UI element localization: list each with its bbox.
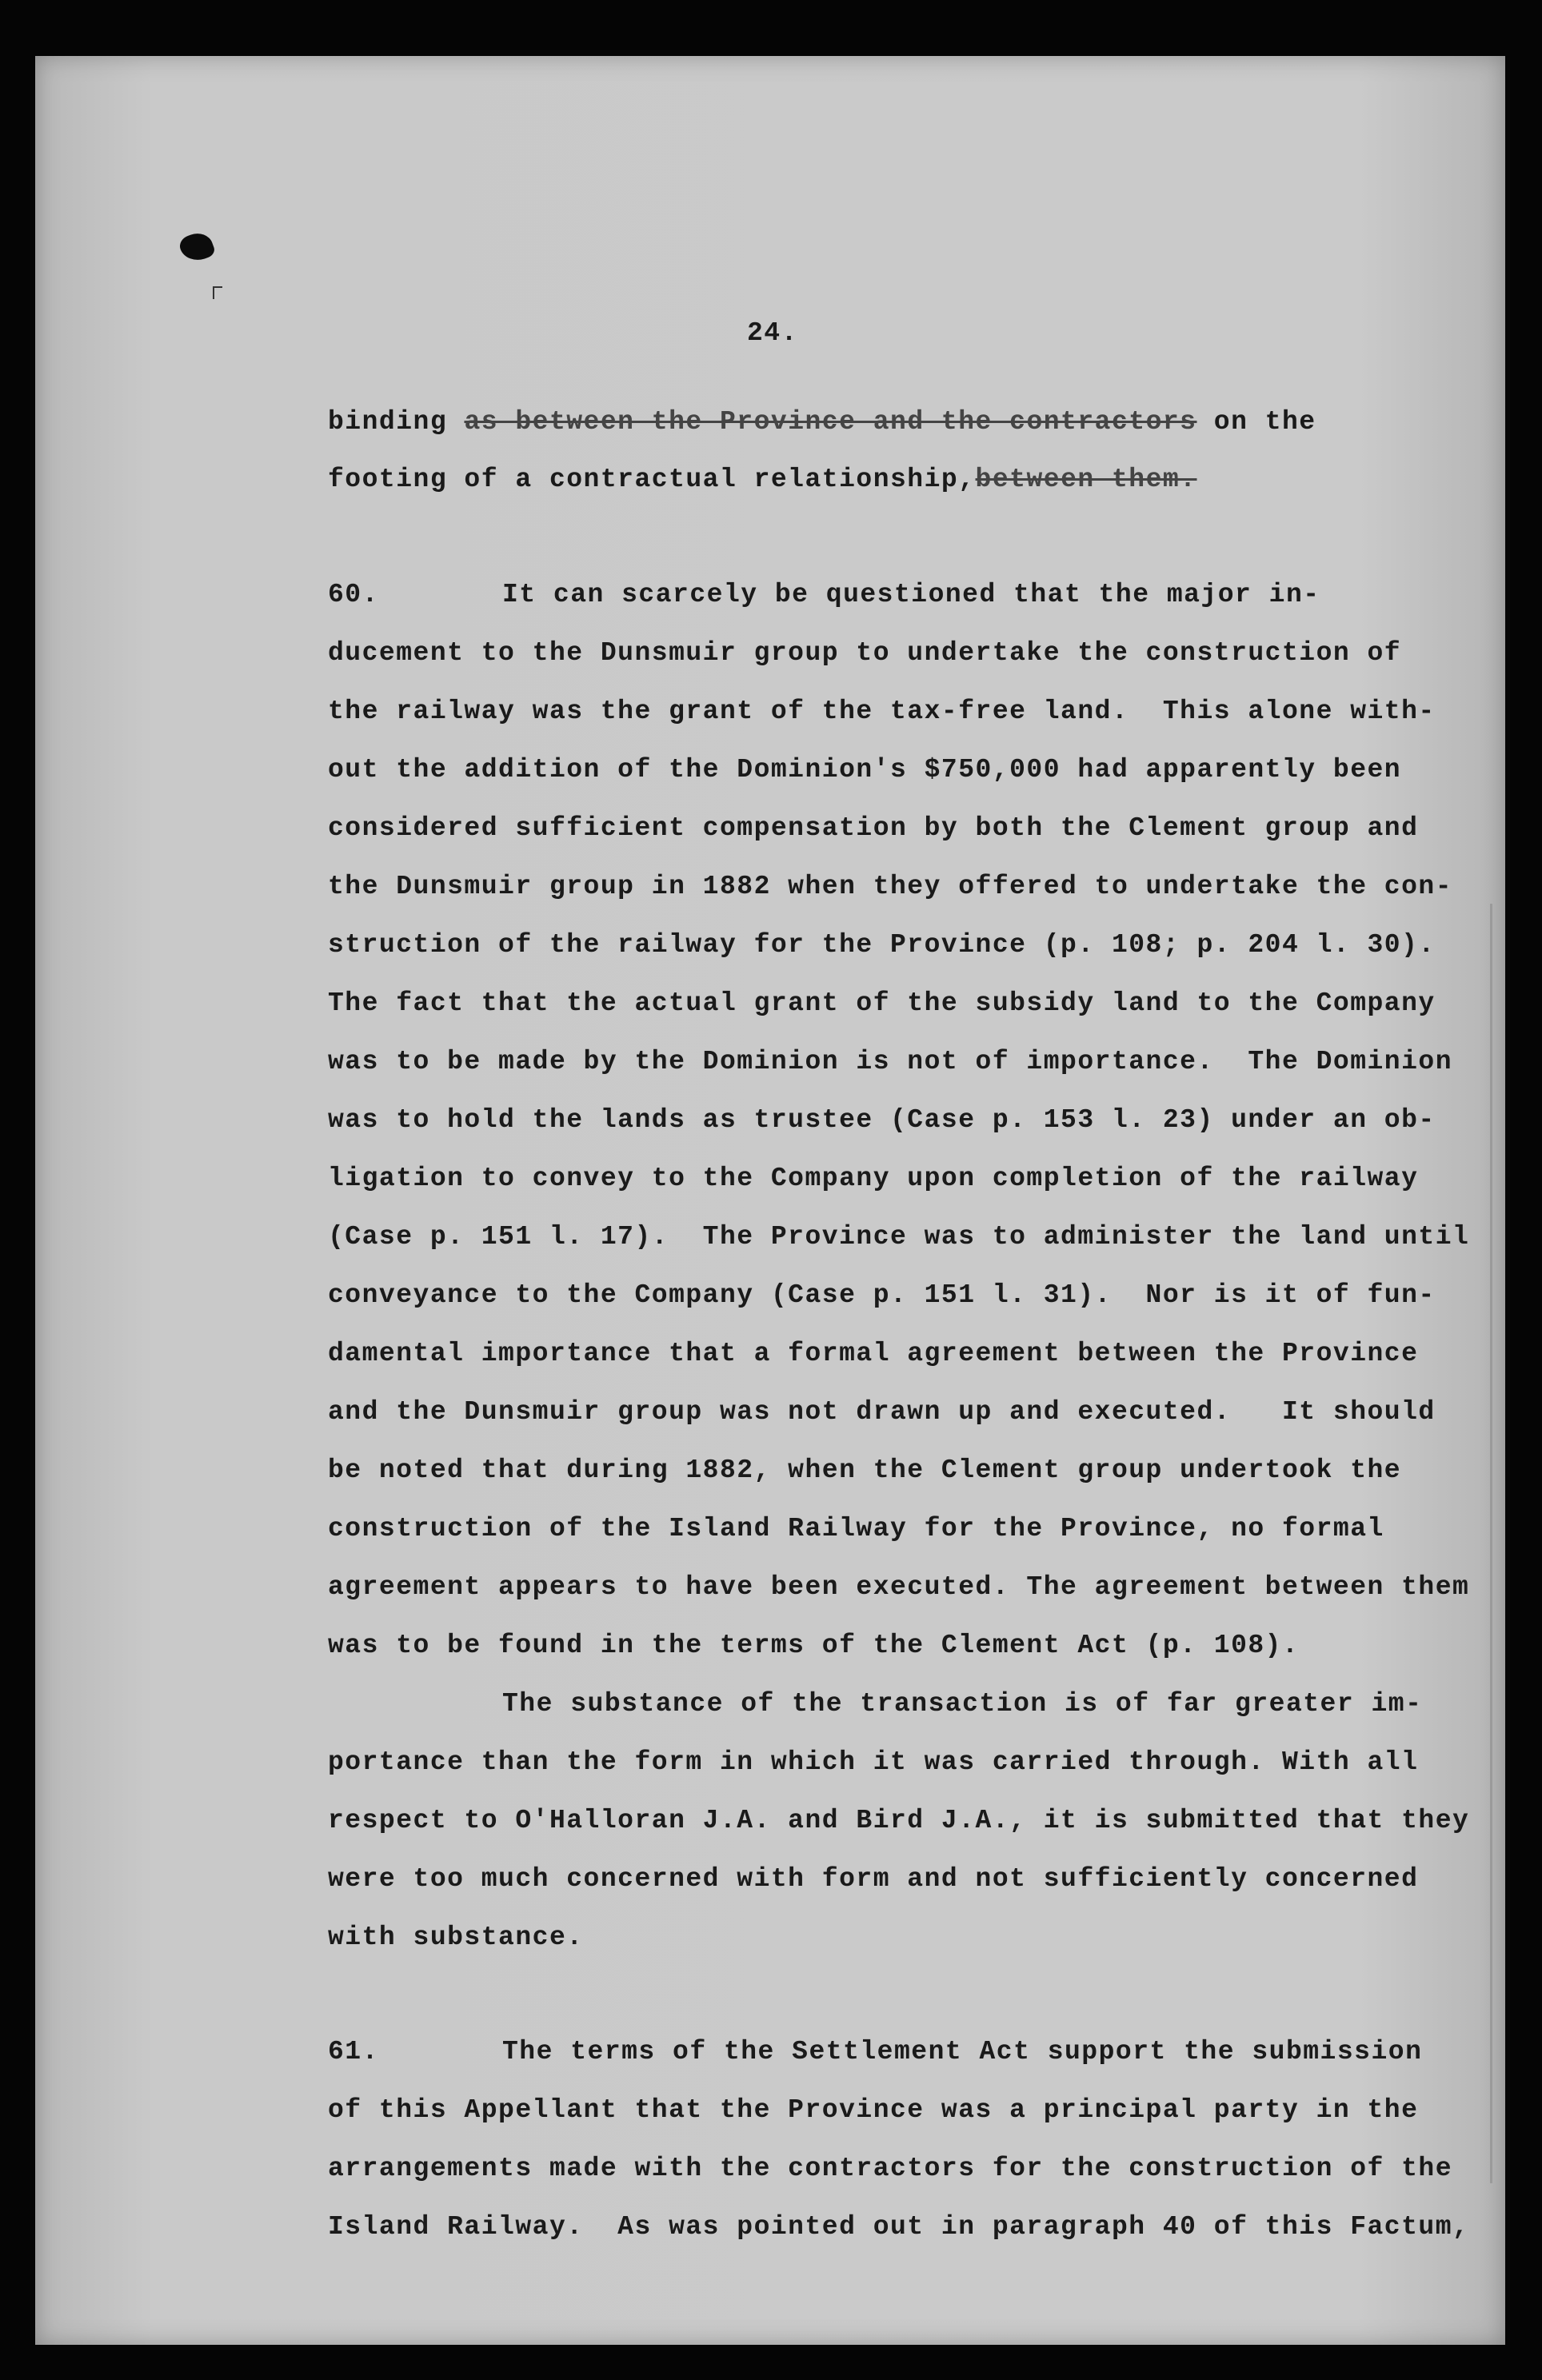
- page-number: 24.: [747, 318, 798, 348]
- para-60-sub-line: portance than the form in which it was carried through. With all: [328, 1747, 1419, 1777]
- para-60-line: and the Dunsmuir group was not drawn up and executed. It should: [328, 1397, 1436, 1427]
- para-60-sub-line: respect to O'Halloran J.A. and Bird J.A., it is submitted that they: [328, 1806, 1470, 1835]
- text-run: footing of a contractual relationship: [328, 465, 959, 494]
- para-61-line: [328, 2036, 1422, 2068]
- struck-text: as between the Province and the contractors: [464, 407, 1197, 437]
- carryover-line-1: [328, 406, 1316, 438]
- para-61-line: of this Appellant that the Province was a principal party in the: [328, 2095, 1419, 2125]
- paragraph-number: 60.: [328, 580, 379, 609]
- para-60-line: considered sufficient compensation by both the Clement group and: [328, 813, 1419, 843]
- para-60-line: out the addition of the Dominion's $750,000 had apparently been: [328, 755, 1402, 785]
- para-60-line: [328, 579, 1320, 611]
- insertion-caret: ,: [958, 465, 976, 494]
- para-60-line: be noted that during 1882, when the Clement group undertook the: [328, 1456, 1402, 1485]
- para-61-line: arrangements made with the contractors for the construction of the: [328, 2154, 1453, 2183]
- para-60-line: ligation to convey to the Company upon completion of the railway: [328, 1164, 1419, 1193]
- para-60-line: the railway was the grant of the tax-free land. This alone with-: [328, 697, 1436, 726]
- para-60-line: was to hold the lands as trustee (Case p. 153 l. 23) under an ob-: [328, 1105, 1436, 1135]
- para-60-line: the Dunsmuir group in 1882 when they offered to undertake the con-: [328, 872, 1453, 901]
- para-60-line: The fact that the actual grant of the subsidy land to the Company: [328, 988, 1436, 1018]
- para-60-line: ducement to the Dunsmuir group to undertake the construction of: [328, 638, 1402, 668]
- para-60-line: construction of the Island Railway for the Province, no formal: [328, 1514, 1384, 1543]
- margin-bracket-line: [1490, 904, 1492, 2183]
- text-run: binding: [328, 407, 465, 437]
- text-run: on the: [1196, 407, 1316, 437]
- text-run: It can scarcely be questioned that the major in-: [502, 580, 1320, 609]
- para-60-line: conveyance to the Company (Case p. 151 l. 31). Nor is it of fun-: [328, 1280, 1436, 1310]
- para-61-line: Island Railway. As was pointed out in paragraph 40 of this Factum,: [328, 2212, 1470, 2242]
- para-60-line: struction of the railway for the Province (p. 108; p. 204 l. 30).: [328, 930, 1436, 960]
- punch-hole-mark: [177, 229, 216, 266]
- para-60-line: agreement appears to have been executed. The agreement between them: [328, 1572, 1470, 1602]
- para-60-line: was to be made by the Dominion is not of importance. The Dominion: [328, 1047, 1453, 1076]
- para-60-line: damental importance that a formal agreement between the Province: [328, 1339, 1419, 1368]
- text-run: The substance of the transaction is of far greater im-: [502, 1689, 1423, 1719]
- carryover-line-2: [328, 464, 1197, 496]
- text-run: The terms of the Settlement Act support the submission: [502, 2037, 1423, 2067]
- paragraph-number: 61.: [328, 2037, 379, 2067]
- struck-text: between them.: [975, 465, 1197, 494]
- document-page: [35, 56, 1505, 2345]
- para-60-sub-line: [328, 1688, 1422, 1720]
- para-60-line: (Case p. 151 l. 17). The Province was to administer the land until: [328, 1222, 1470, 1252]
- para-60-line: was to be found in the terms of the Clement Act (p. 108).: [328, 1631, 1300, 1660]
- para-60-sub-line: with substance.: [328, 1923, 584, 1952]
- margin-tick-mark: [213, 286, 222, 299]
- para-60-sub-line: were too much concerned with form and not sufficiently concerned: [328, 1864, 1419, 1894]
